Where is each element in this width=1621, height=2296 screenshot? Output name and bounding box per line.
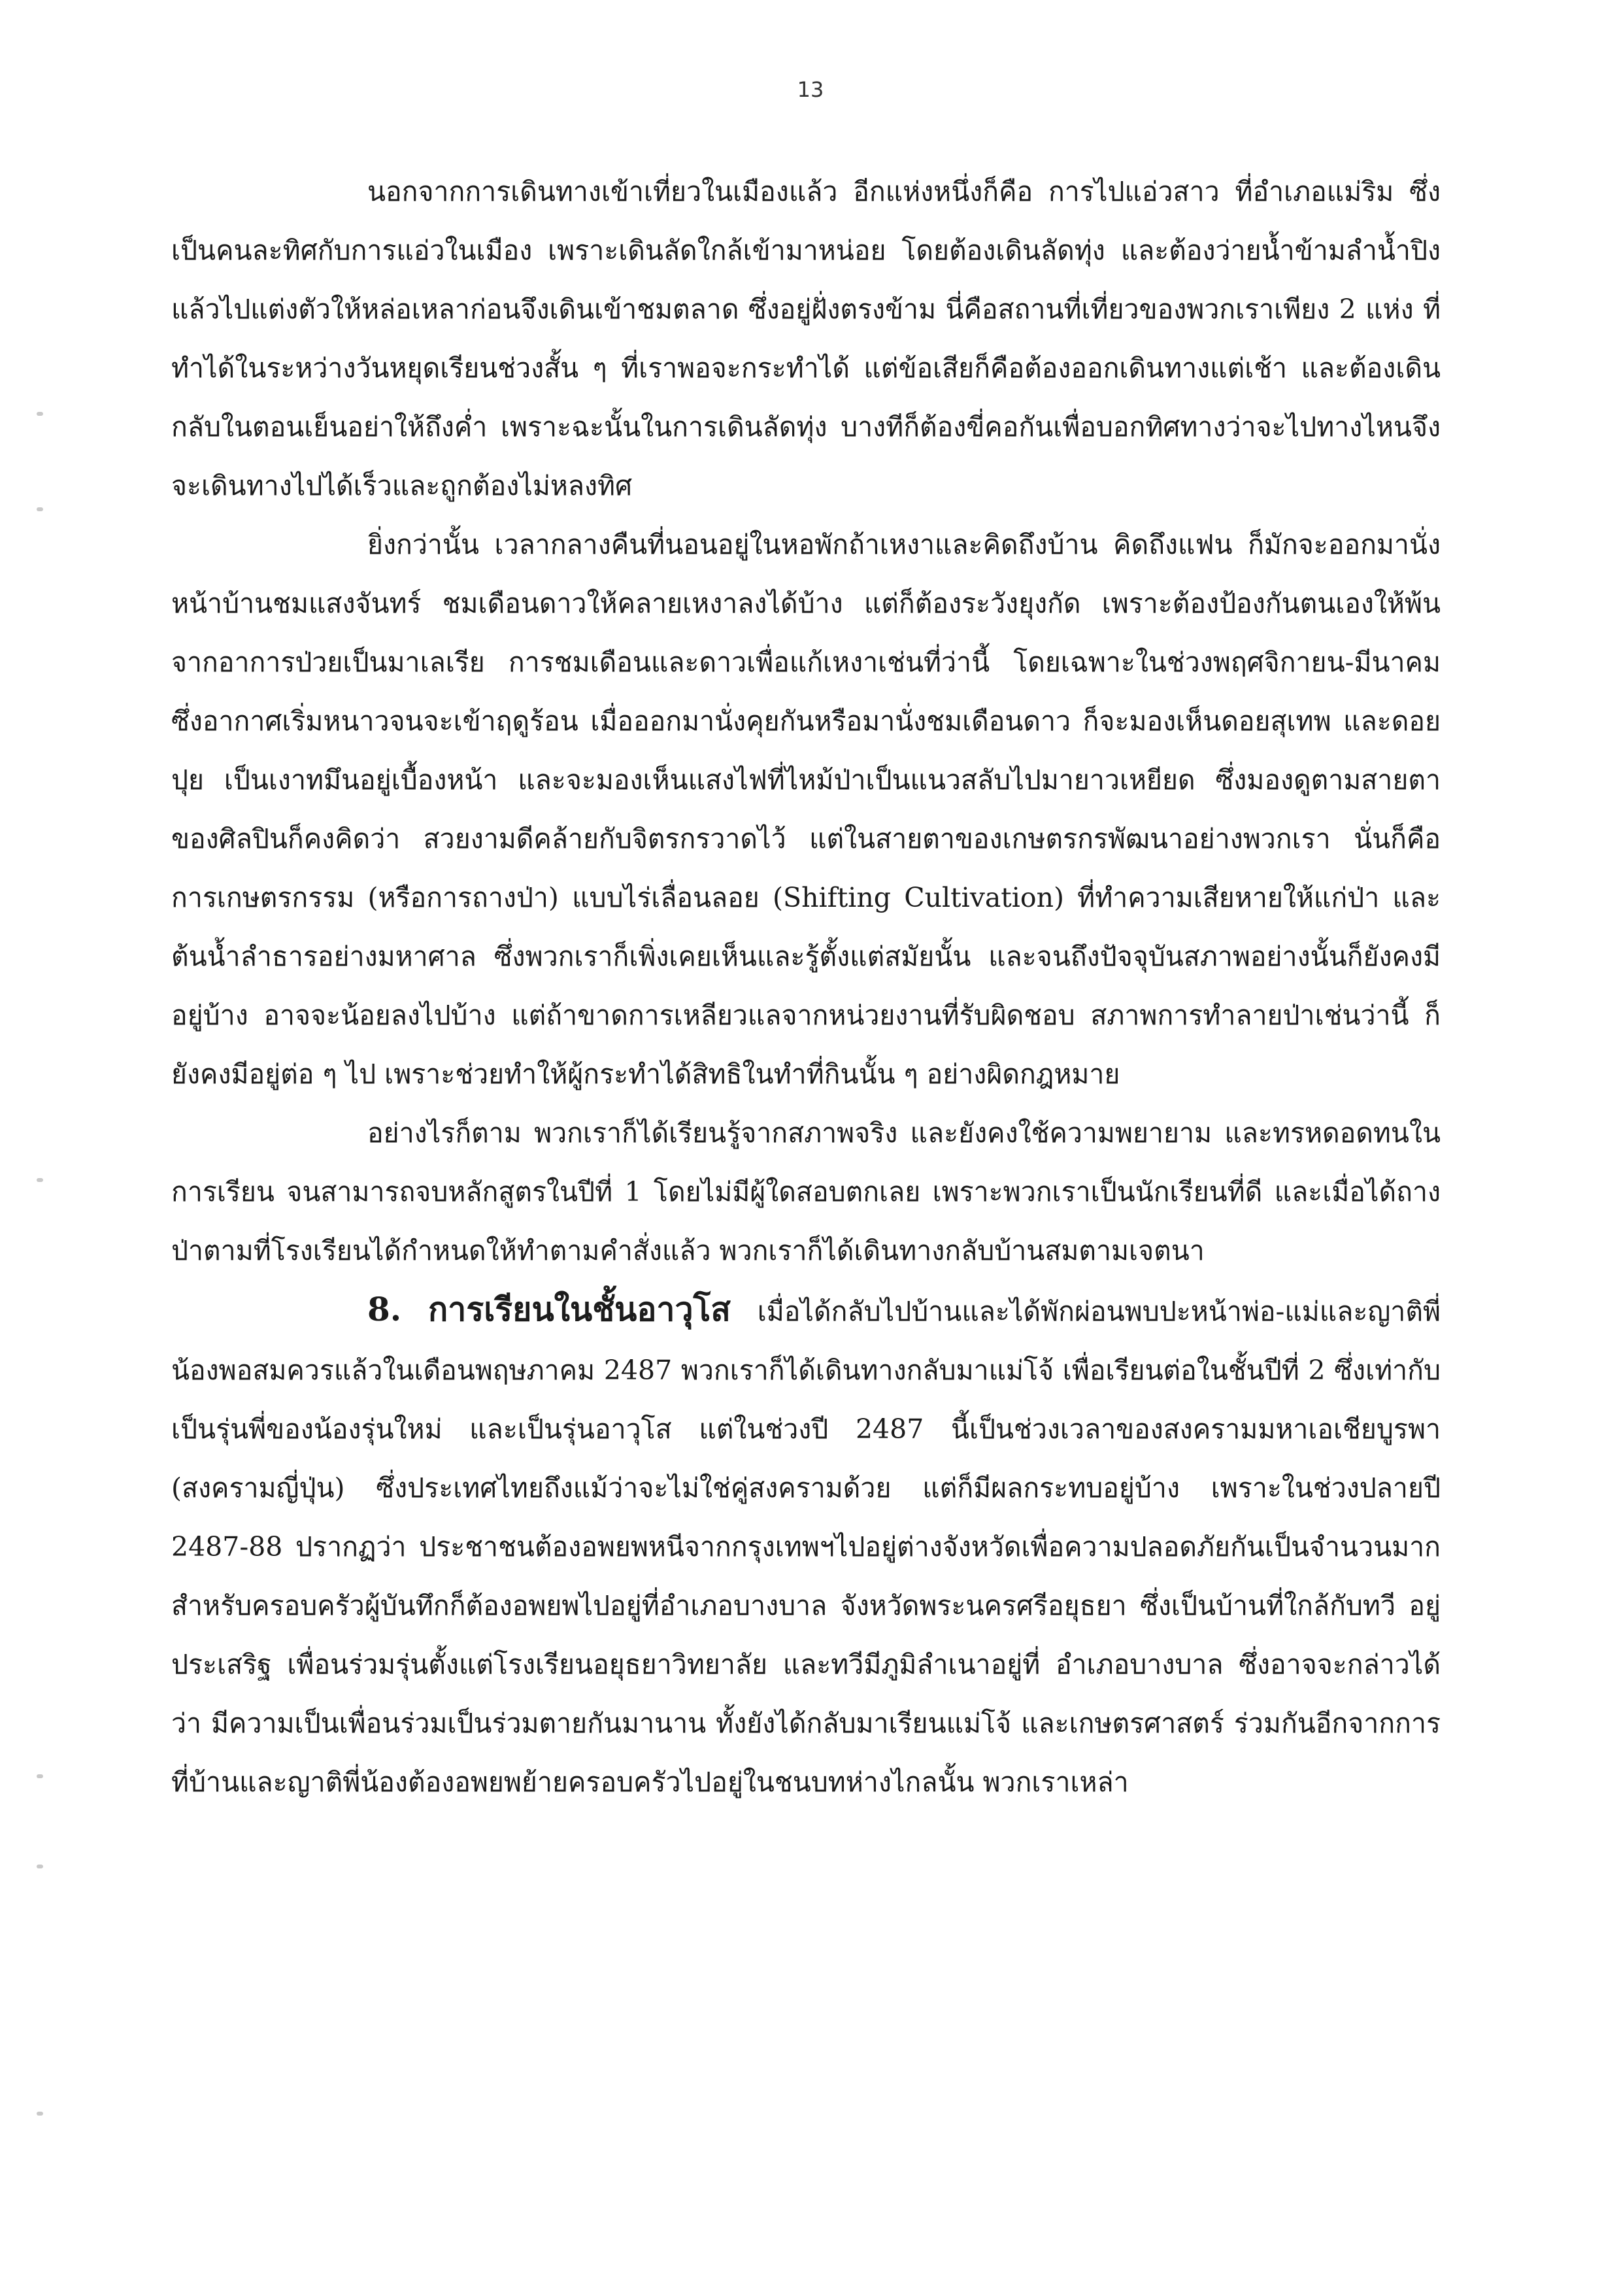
scan-speck <box>37 507 43 511</box>
paragraph-excursion: นอกจากการเดินทางเข้าเที่ยวในเมืองแล้ว อีกแห่งหนึ่งก็คือ การไปแอ่วสาว ที่อำเภอแม่ริม ซึ่งเป็นคนละทิศกับการแอ่วในเมือง เพราะเดินลัดใกล้เข้ามาหน่อย โดยต้องเดินลัดทุ่ง และต้องว่ายน้ำข้ามลำน้ำปิง แล้วไปแต่งตัวให้หล่อเหลาก่อนจึงเดินเข้าชมตลาด ซึ่งอยู่ฝั่งตรงข้าม นี่คือสถานที่เที่ยวของพวกเราเพียง 2 แห่ง ที่ทำได้ในระหว่างวันหยุดเรียนช่วงสั้น ๆ ที่เราพอจะกระทำได้ แต่ข้อเสียก็คือต้องออกเดินทางแต่เช้า และต้องเดินกลับในตอนเย็นอย่าให้ถึงค่ำ เพราะฉะนั้นในการเดินลัดทุ่ง บางทีก็ต้องขี่คอกันเพื่อบอกทิศทางว่าจะไปทางไหนจึงจะเดินทางไปได้เร็วและถูกต้องไม่หลงทิศ <box>171 176 1441 501</box>
scan-speck <box>37 412 43 416</box>
scan-speck <box>37 1774 43 1778</box>
paragraph-night-view: ยิ่งกว่านั้น เวลากลางคืนที่นอนอยู่ในหอพักถ้าเหงาและคิดถึงบ้าน คิดถึงแฟน ก็มักจะออกมานั่งหน้าบ้านชมแสงจันทร์ ชมเดือนดาวให้คลายเหงาลงได้บ้าง แต่ก็ต้องระวังยุงกัด เพราะต้องป้องกันตนเองให้พ้นจากอาการป่วยเป็นมาเลเรีย การชมเดือนและดาวเพื่อแก้เหงาเช่นที่ว่านี้ โดยเฉพาะในช่วงพฤศจิกายน-มีนาคม ซึ่งอากาศเริ่มหนาวจนจะเข้าฤดูร้อน เมื่อออกมานั่งคุยกันหรือมานั่งชมเดือนดาว ก็จะมองเห็นดอยสุเทพ และดอยปุย เป็นเงาทมึนอยู่เบื้องหน้า และจะมองเห็นแสงไฟที่ไหม้ป่าเป็นแนวสลับไปมายาวเหยียด ซึ่งมองดูตามสายตาของศิลปินก็คงคิดว่า สวยงามดีคล้ายกับจิตรกรวาดไว้ แต่ในสายตาของเกษตรกรพัฒนาอย่างพวกเรา นั่นก็คือ การเกษตรกรรม (หรือการถางป่า) แบบไร่เลื่อนลอย (Shifting Cultivation) ที่ทำความเสียหายให้แก่ป่า และต้นน้ำลำธารอย่างมหาศาล ซึ่งพวกเราก็เพิ่งเคยเห็นและรู้ตั้งแต่สมัยนั้น และจนถึงปัจจุบันสภาพอย่างนั้นก็ยังคงมีอยู่บ้าง อาจจะน้อยลงไปบ้าง แต่ถ้าขาดการเหลียวแลจากหน่วยงานที่รับผิดชอบ สภาพการทำลายป่าเช่นว่านี้ ก็ยังคงมีอยู่ต่อ ๆ ไป เพราะช่วยทำให้ผู้กระทำได้สิทธิในทำที่กินนั้น ๆ อย่างผิดกฎหมาย <box>171 529 1441 1090</box>
scan-speck <box>37 1865 43 1868</box>
section-8-paragraph <box>171 1280 1441 1812</box>
scan-speck <box>37 2112 43 2116</box>
body-text <box>171 162 1441 2045</box>
page-number: 13 <box>797 77 824 102</box>
section-title: การเรียนในชั้นอาวุโส <box>428 1290 731 1328</box>
section-body-text: เมื่อได้กลับไปบ้านและได้พักผ่อนพบปะหน้าพ่อ-แม่และญาติพี่น้องพอสมควรแล้วในเดือนพฤษภาคม 2487 พวกเราก็ได้เดินทางกลับมาแม่โจ้ เพื่อเรียนต่อในชั้นปีที่ 2 ซึ่งเท่ากับเป็นรุ่นพี่ของน้องรุ่นใหม่ และเป็นรุ่นอาวุโส แต่ในช่วงปี 2487 นี้เป็นช่วงเวลาของสงครามมหาเอเชียบูรพา (สงครามญี่ปุ่น) ซึ่งประเทศไทยถึงแม้ว่าจะไม่ใช่คู่สงครามด้วย แต่ก็มีผลกระทบอยู่บ้าง เพราะในช่วงปลายปี 2487-88 ปรากฏว่า ประชาชนต้องอพยพหนีจากกรุงเทพฯไปอยู่ต่างจังหวัดเพื่อความปลอดภัยกันเป็นจำนวนมาก สำหรับครอบครัวผู้บันทึกก็ต้องอพยพไปอยู่ที่อำเภอบางบาล จังหวัดพระนครศรีอยุธยา ซึ่งเป็นบ้านที่ใกล้กับทวี อยู่ประเสริฐ เพื่อนร่วมรุ่นตั้งแต่โรงเรียนอยุธยาวิทยาลัย และทวีมีภูมิลำเนาอยู่ที่ อำเภอบางบาล ซึ่งอาจจะกล่าวได้ว่า มีความเป็นเพื่อนร่วมเป็นร่วมตายกันมานาน ทั้งยังได้กลับมาเรียนแม่โจ้ และเกษตรศาสตร์ ร่วมกันอีกจากการที่บ้านและญาติพี่น้องต้องอพยพย้ายครอบครัวไปอยู่ในชนบทห่างไกลนั้น พวกเราเหล่า <box>171 1296 1441 1798</box>
scan-speck <box>37 1178 43 1182</box>
section-number: 8. <box>367 1290 402 1328</box>
paragraph-first-year-completion: อย่างไรก็ตาม พวกเราก็ได้เรียนรู้จากสภาพจริง และยังคงใช้ความพยายาม และทรหดอดทนในการเรียน จนสามารถจบหลักสูตรในปีที่ 1 โดยไม่มีผู้ใดสอบตกเลย เพราะพวกเราเป็นนักเรียนที่ดี และเมื่อได้ถางป่าตามที่โรงเรียนได้กำหนดให้ทำตามคำสั่งแล้ว พวกเราก็ได้เดินทางกลับบ้านสมตามเจตนา <box>171 1117 1441 1266</box>
